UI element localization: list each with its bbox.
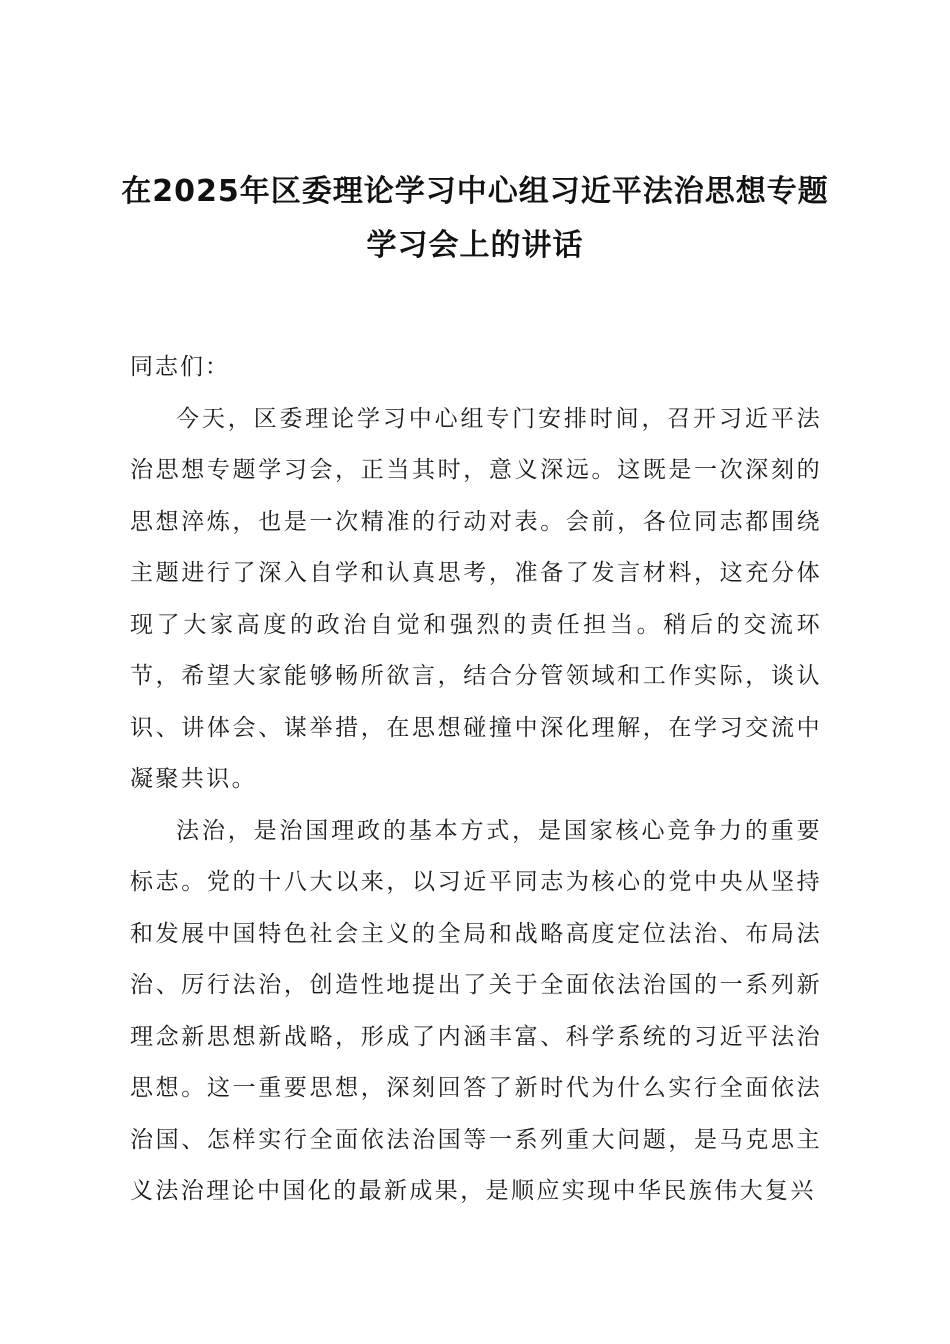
document-title: 在2025年区委理论学习中心组习近平法治思想专题学习会上的讲话	[121, 174, 829, 263]
paragraph-2: 法治，是治国理政的基本方式，是国家核心竞争力的重要标志。党的十八大以来，以习近平同志为核心的党中央从坚持和发展中国特色社会主义的全局和战略高度定位法治、布局法治、厉行法治，创造性地提出了关于全面依法治国的一系列新理念新思想新战略，形成了内涵丰富、科学系统的习近平法治思想。这一重要思想，深刻回答了新时代为什么实行全面依法治国、怎样实行全面依法治国等一系列重大问题，是马克思主义法治理论中国化的最新成果，是顺应实现中华民族伟大复兴	[130, 817, 822, 1204]
document-body	[130, 342, 822, 1218]
paragraph-1: 今天，区委理论学习中心组专门安排时间，召开习近平法治思想专题学习会，正当其时，意义深远。这既是一次深刻的思想淬炼，也是一次精准的行动对表。会前，各位同志都围绕主题进行了深入自学和认真思考，准备了发言材料，这充分体现了大家高度的政治自觉和强烈的责任担当。稍后的交流环节，希望大家能够畅所欲言，结合分管领域和工作实际，谈认识、讲体会、谋举措，在思想碰撞中深化理解，在学习交流中凝聚共识。	[130, 405, 822, 792]
salutation: 同志们：	[130, 354, 230, 380]
